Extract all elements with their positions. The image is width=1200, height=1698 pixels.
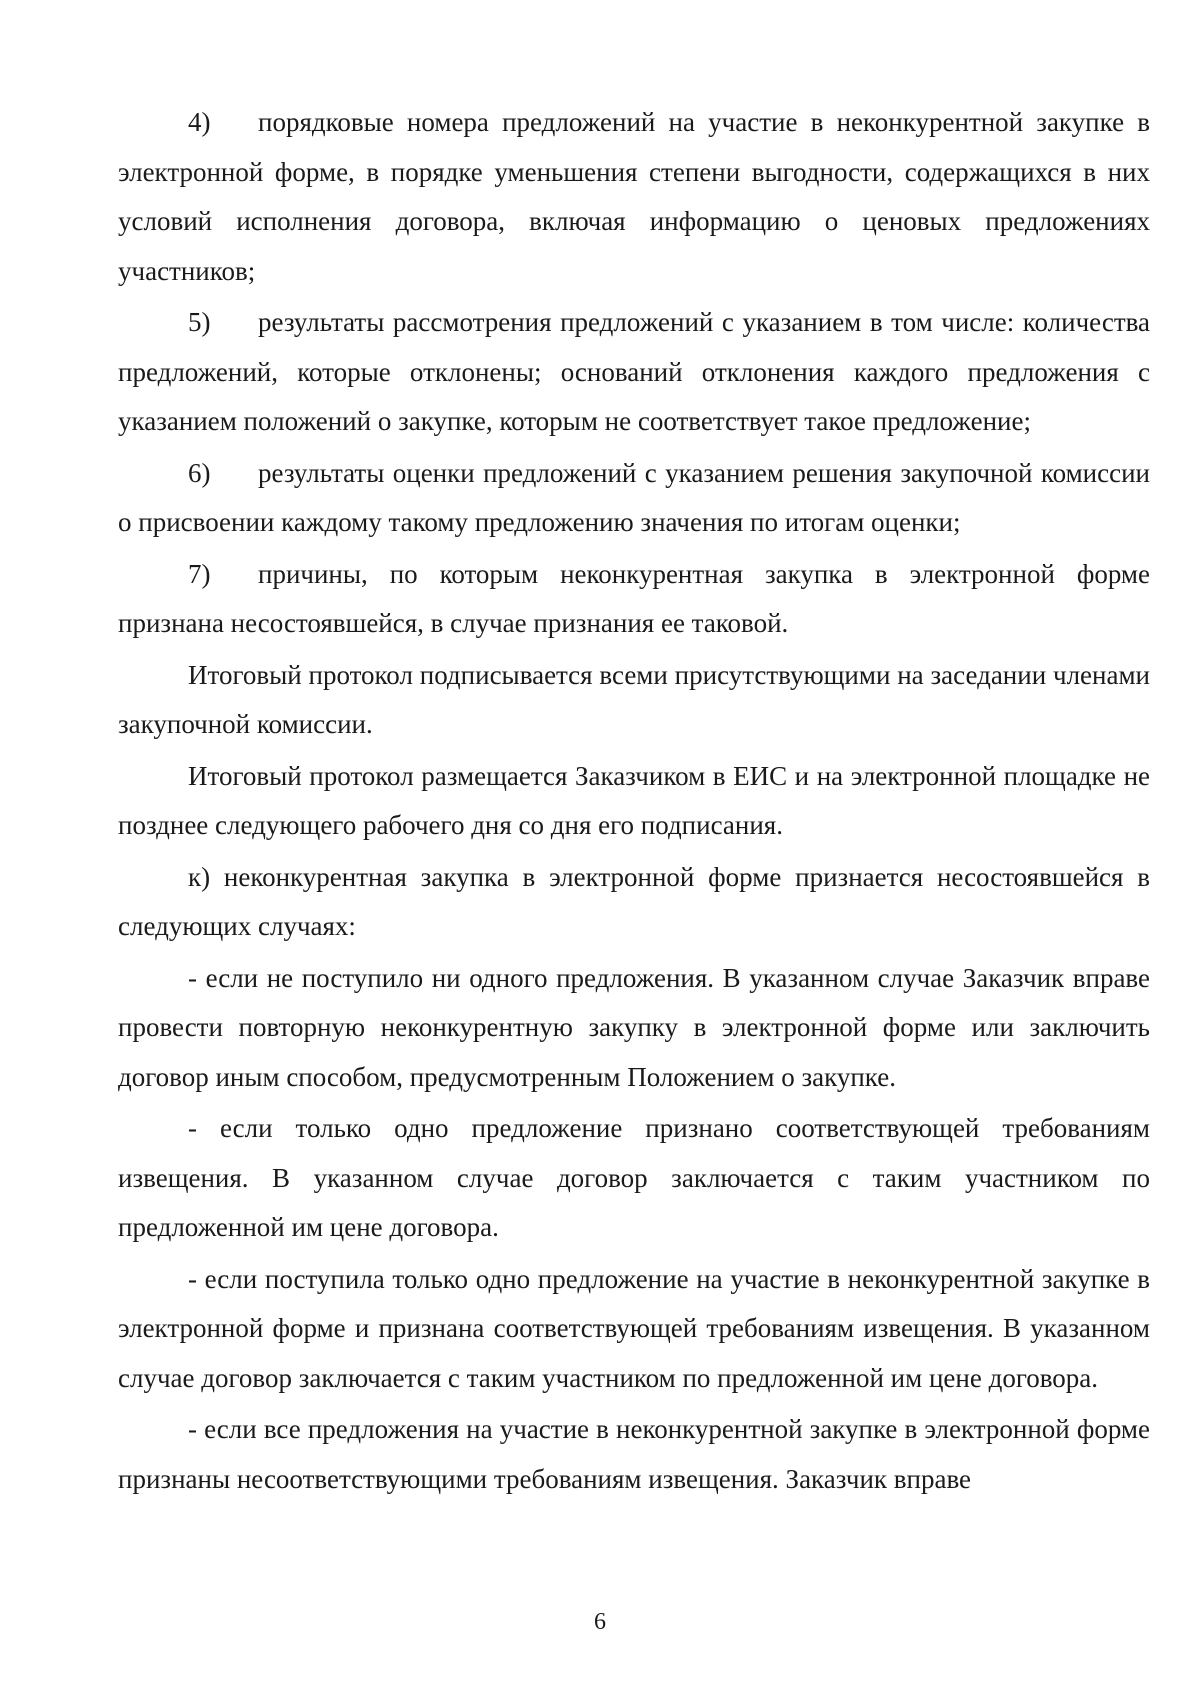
list-item-text: результаты рассмотрения предложений с указанием в том числе: количества предложений, которые отклонены; оснований отклонения каждого предложения с указанием положений о закупке, которым не соответствует такое предложение; <box>118 307 1150 436</box>
paragraph: Итоговый протокол размещается Заказчиком в ЕИС и на электронной площадке не позднее следующего рабочего дня со дня его подписания. <box>118 760 1150 840</box>
list-item <box>118 298 1150 447</box>
list-item-number: 4) <box>188 107 211 137</box>
paragraph: - если только одно предложение признано соответствующей требованиям извещения. В указанном случае договор заключается с таким участником по предложенной им цене договора. <box>118 1113 1150 1242</box>
list-item-number: 7) <box>188 558 211 589</box>
page-number: 6 <box>594 1609 606 1635</box>
paragraph: - если все предложения на участие в неконкурентной закупке в электронной форме признаны несоответствующими требованиям извещения. Заказчик вправе <box>118 1414 1150 1494</box>
paragraph: - если не поступило ни одного предложения. В указанном случае Заказчик вправе провести повторную неконкурентную закупку в электронной форме или заключить договор иным способом, предусмотренным Положением о закупке. <box>118 962 1150 1092</box>
paragraph: к) неконкурентная закупка в электронной форме признается несостоявшейся в следующих случаях: <box>118 861 1150 941</box>
list-item-number: 6) <box>188 457 211 488</box>
paragraph: - если поступила только одно предложение на участие в неконкурентной закупке в электронной форме и признана соответствующей требованиям извещения. В указанном случае договор заключается с таким участником по предложенной им цене договора. <box>118 1263 1150 1393</box>
list-item <box>118 449 1150 548</box>
list-item-text: порядковые номера предложений на участие в неконкурентной закупке в электронной форме, в порядке уменьшения степени выгодности, содержащихся в них условий исполнения договора, включая информацию о ценовых предложениях участников; <box>118 107 1150 286</box>
paragraph: Итоговый протокол подписывается всеми присутствующими на заседании членами закупочной комиссии. <box>118 659 1150 739</box>
list-item <box>118 98 1150 296</box>
document-body <box>118 98 1150 1504</box>
list-item <box>118 550 1150 649</box>
list-item-text: результаты оценки предложений с указанием решения закупочной комиссии о присвоении каждому такому предложению значения по итогам оценки; <box>118 457 1150 537</box>
list-item-text: причины, по которым неконкурентная закупка в электронной форме признана несостоявшейся, в случае признания ее таковой. <box>118 558 1150 638</box>
list-item-number: 5) <box>188 307 211 337</box>
